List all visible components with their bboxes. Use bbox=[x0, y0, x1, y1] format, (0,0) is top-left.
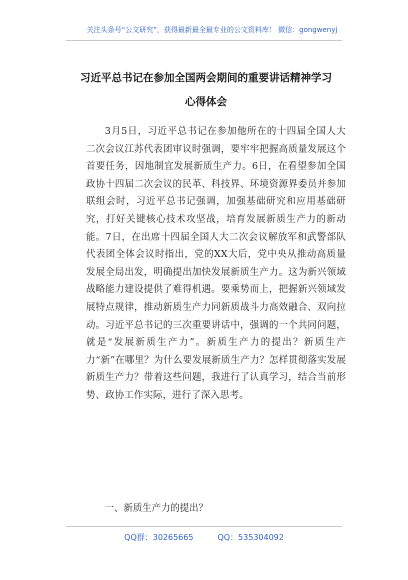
header-divider bbox=[66, 40, 342, 41]
header-banner: 关注头条号“公文研究”，获得最新最全最专业的公文资料库！ 微信：gongwenyj bbox=[86, 26, 338, 34]
section-heading: 一、新质生产力的提出？ bbox=[104, 503, 208, 514]
footer-divider bbox=[66, 526, 342, 527]
footer-contact bbox=[66, 530, 342, 546]
footer-qq-group: QQ群：30265665 bbox=[124, 533, 194, 542]
footer-qq: QQ：535304092 bbox=[217, 533, 284, 542]
document-title: 习近平总书记在参加全国两会期间的重要讲话精神学习心得体会 bbox=[80, 72, 332, 108]
body-paragraph: 3月5日，习近平总书记在参加他所在的十四届全国人大二次会议江苏代表团审议时强调，要牢牢把握高质量发展这个首要任务，因地制宜发展新质生产力。6日，在看望参加全国政协十四届二次会议的民革、科技界、环境资源界委员并参加联组会时，习近平总书记强调，加强基础研究和应用基础研究，打好关键核心技术攻坚战，培育发展新质生产力的新动能。7日，在出席十四届全国人大二次会议解放军和武警部队代表团全体会议时指出，党的XX大后，党中央从推动高质量发展全局出发，明确提出加快发展新质生产力。这为新兴领域战略能力建设提供了难得机遇。要乘势而上，把握新兴领域发展特点规律，推动新质生产力同新质战斗力高效融合、双向拉动。习近平总书记的三次重要讲话中，强调的一个共同问题，就是“发展新质生产力”。新质生产力的提出？新质生产力“新”在哪里？为什么要发展新质生产力？怎样贯彻落实发展新质生产力？带着这些问题，我进行了认真学习，结合当前形势、政协工作实际，进行了深入思考。 bbox=[86, 126, 346, 401]
